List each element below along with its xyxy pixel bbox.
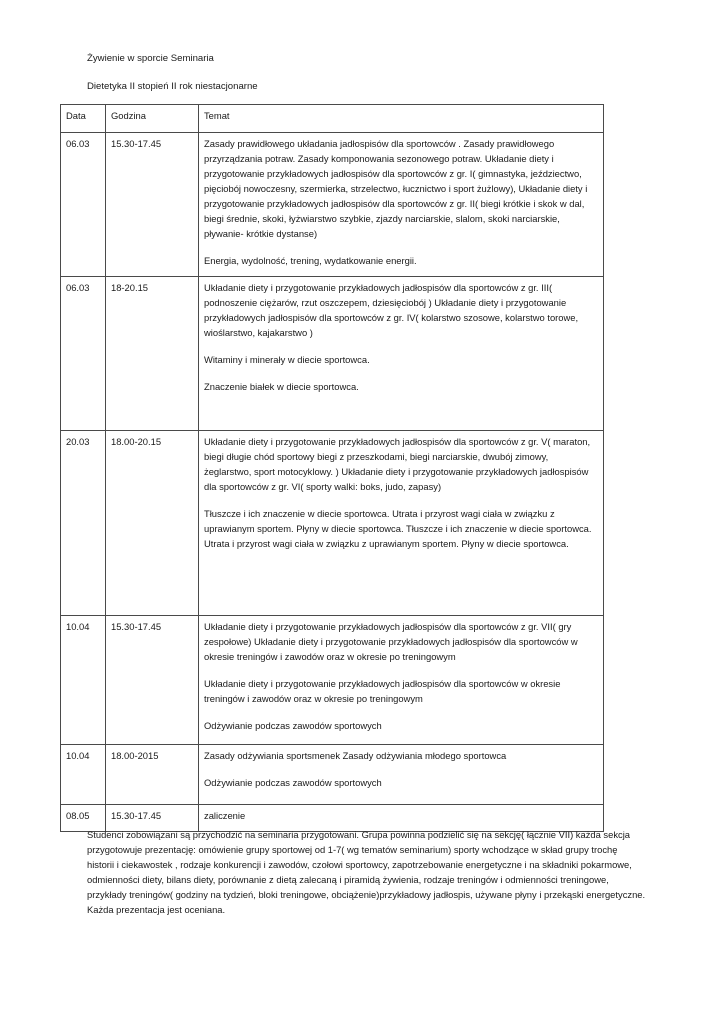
date-cell: 20.03: [61, 431, 106, 616]
time-cell: 18.00-20.15: [106, 431, 199, 616]
table-row: [61, 616, 604, 745]
topic-cell: [199, 431, 604, 616]
schedule-table: [60, 104, 604, 832]
topic-paragraph: zaliczenie: [204, 810, 246, 821]
topic-cell: [199, 745, 604, 805]
date-cell: 08.05: [61, 805, 106, 832]
table-row: [61, 133, 604, 277]
topic-paragraph: Odżywianie podczas zawodów sportowych: [204, 720, 382, 731]
topic-cell: [199, 277, 604, 431]
table-row: [61, 745, 604, 805]
time-cell: 18-20.15: [106, 277, 199, 431]
topic-paragraph: Układanie diety i przygotowanie przykładowych jadłospisów dla sportowców z gr. VII( gry zespołowe) Układanie diety i przygotowanie przykładowych jadłospisów dla sportowców w okresie treningów i zawodów oraz w okresie po treningowym: [204, 621, 578, 662]
column-header-topic: Temat: [199, 105, 604, 133]
document-title: Żywienie w sporcie Seminaria: [87, 53, 214, 64]
topic-cell: [199, 616, 604, 745]
column-header-date: Data: [61, 105, 106, 133]
table-row: [61, 277, 604, 431]
topic-paragraph: Układanie diety i przygotowanie przykładowych jadłospisów dla sportowców w okresie treningów i zawodów oraz w okresie po treningowym: [204, 678, 561, 704]
document-subtitle: Dietetyka II stopień II rok niestacjonarne: [87, 81, 258, 92]
column-header-time: Godzina: [106, 105, 199, 133]
topic-paragraph: Witaminy i minerały w diecie sportowca.: [204, 354, 370, 365]
topic-paragraph: Zasady prawidłowego układania jadłospisów dla sportowców . Zasady prawidłowego przyrządzania potraw. Zasady komponowania sezonowego potraw. Układanie diety i przygotowanie przykładowych jadłospisów dla sportowców z gr. I( gimnastyka, jeździectwo, pięciobój nowoczesny, szermierka, strzelectwo, łucznictwo i sport żużlowy), Układanie diety i przygotowanie przykładowych jadłospisów dla sportowców z gr. II( biegi krótkie i skok w dal, biegi średnie, skoki, łyżwiarstwo szybkie, zjazdy narciarskie, slalom, skoki narciarskie, pływanie- krótkie dystanse): [204, 138, 588, 239]
time-cell: 15.30-17.45: [106, 133, 199, 277]
time-cell: 15.30-17.45: [106, 616, 199, 745]
table-header-row: [61, 105, 604, 133]
time-cell: 15.30-17.45: [106, 805, 199, 832]
date-cell: 10.04: [61, 745, 106, 805]
time-cell: 18.00-2015: [106, 745, 199, 805]
topic-paragraph: Zasady odżywiania sportsmenek Zasady odżywiania młodego sportowca: [204, 750, 507, 761]
topic-paragraph: Układanie diety i przygotowanie przykładowych jadłospisów dla sportowców z gr. V( maraton, biegi długie chód sportowy biegi z przeszkodami, biegi narciarskie, dwubój zimowy, żeglarstwo, sport motocyklowy. ) Układanie diety i przygotowanie przykładowych jadłospisów dla sportowców z gr. VI( sporty walki: boks, judo, zapasy): [204, 436, 591, 492]
footer-note: Studenci zobowiązani są przychodzić na seminaria przygotowani. Grupa powinna podzielić się na sekcję( łącznie VII) każda sekcja przygotowuje prezentację: omówienie grupy sportowej od 1-7( wg tematów seminarium) sporty wchodzące w skład grupy trochę historii i ciekawostek , rodzaje konkurencji i zawodów, czołowi sportowcy, zapotrzebowanie energetyczne i na składniki pokarmowe, odmienności diety, bilans diety, porównanie z dietą zalecaną i piramidą żywienia, rodzaje treningów i odmienności treningowe, przykłady treningów( godziny na tydzień, bloki treningowe, obciążenie)przykładowy jadłospis, używane płyny i przekąski energetyczne. Każda prezentacja jest oceniana.: [87, 829, 646, 915]
date-cell: 06.03: [61, 277, 106, 431]
date-cell: 10.04: [61, 616, 106, 745]
topic-paragraph: Znaczenie białek w diecie sportowca.: [204, 381, 359, 392]
topic-paragraph: Układanie diety i przygotowanie przykładowych jadłospisów dla sportowców z gr. III( podnoszenie ciężarów, rzut oszczepem, dziesięciobój ) Układanie diety i przygotowanie przykładowych jadłospisów dla sportowców z gr. IV( kolarstwo szosowe, kolarstwo torowe, wioślarstwo, kajakarstwo ): [204, 282, 579, 338]
date-cell: 06.03: [61, 133, 106, 277]
topic-paragraph: Tłuszcze i ich znaczenie w diecie sportowca. Utrata i przyrost wagi ciała w związku z uprawianym sportem. Płyny w diecie sportowca. Tłuszcze i ich znaczenie w diecie sportowca. Utrata i przyrost wagi ciała w związku z uprawianym sportem. Płyny w diecie sportowca.: [204, 508, 592, 549]
topic-paragraph: Odżywianie podczas zawodów sportowych: [204, 777, 382, 788]
topic-paragraph: Energia, wydolność, trening, wydatkowanie energii.: [204, 255, 417, 266]
topic-cell: [199, 133, 604, 277]
table-row: [61, 431, 604, 616]
